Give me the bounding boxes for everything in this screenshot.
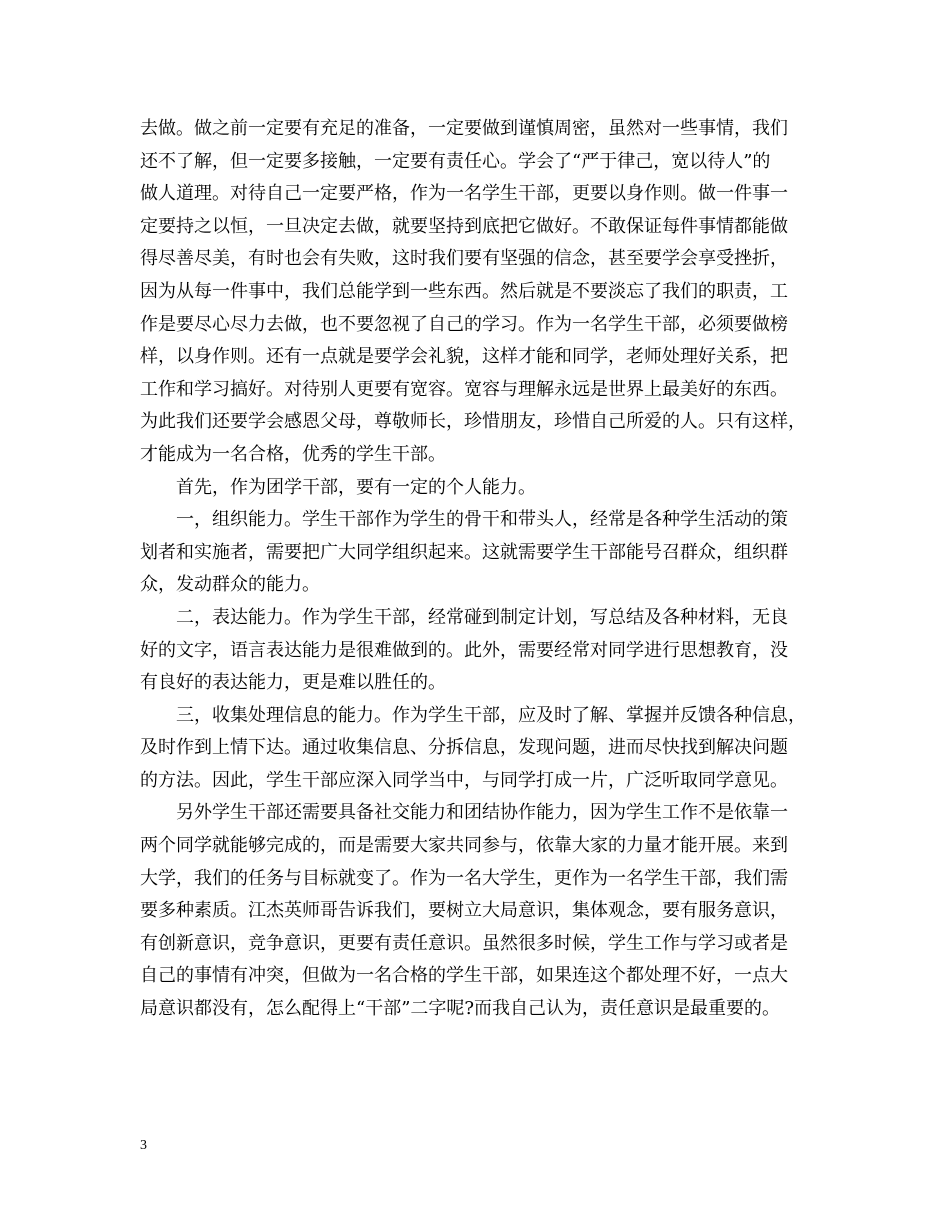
text-line: 大学，我们的任务与目标就变了。作为一名大学生，更作为一名学生干部，我们需 (140, 867, 788, 889)
text-line: 好的文字，语言表达能力是很难做到的。此外，需要经常对同学进行思想教育，没 (140, 639, 788, 661)
text-line: 才能成为一名合格，优秀的学生干部。 (140, 443, 446, 465)
text-line: 的方法。因此，学生干部应深入同学当中，与同学打成一片，广泛听取同学意见。 (140, 769, 788, 791)
text-line: 还不了解，但一定要多接触，一定要有责任心。学会了“严于律己，宽以待人”的 (140, 150, 771, 172)
text-line: 两个同学就能够完成的，而是需要大家共同参与，依靠大家的力量才能开展。来到 (140, 835, 788, 857)
text-line: 划者和实施者，需要把广大同学组织起来。这就需要学生干部能号召群众，组织群 (140, 541, 788, 563)
text-line: 为此我们还要学会感恩父母，尊敬师长，珍惜朋友，珍惜自己所爱的人。只有这样， (140, 411, 806, 433)
text-line: 自己的事情有冲突，但做为一名合格的学生干部，如果连这个都处理不好，一点大 (140, 965, 788, 987)
text-line: 得尽善尽美，有时也会有失败，这时我们要有坚强的信念，甚至要学会享受挫折， (140, 248, 788, 270)
text-line: 因为从每一件事中，我们总能学到一些东西。然后就是不要淡忘了我们的职责，工 (140, 280, 788, 302)
text-line: 有创新意识，竞争意识，更要有责任意识。虽然很多时候，学生工作与学习或者是 (140, 932, 788, 954)
text-line: 一，组织能力。学生干部作为学生的骨干和带头人，经常是各种学生活动的策 (140, 509, 788, 531)
text-line: 作是要尽心尽力去做，也不要忽视了自己的学习。作为一名学生干部，必须要做榜 (140, 313, 788, 335)
text-line: 样，以身作则。还有一点就是要学会礼貌，这样才能和同学，老师处理好关系，把 (140, 346, 788, 368)
text-line: 三，收集处理信息的能力。作为学生干部，应及时了解、掌握并反馈各种信息， (140, 704, 806, 726)
text-line: 二，表达能力。作为学生干部，经常碰到制定计划，写总结及各种材料，无良 (140, 606, 788, 628)
text-line: 去做。做之前一定要有充足的准备，一定要做到谨慎周密，虽然对一些事情，我们 (140, 118, 788, 139)
text-line: 有良好的表达能力，更是难以胜任的。 (140, 672, 446, 694)
text-line: 众，发动群众的能力。 (140, 574, 320, 596)
text-line: 要多种素质。江杰英师哥告诉我们，要树立大局意识，集体观念，要有服务意识， (140, 900, 788, 922)
text-line: 工作和学习搞好。对待别人更要有宽容。宽容与理解永远是世界上最美好的东西。 (140, 378, 788, 400)
text-line: 首先，作为团学干部，要有一定的个人能力。 (140, 476, 536, 498)
body-text (140, 113, 820, 1026)
text-line: 另外学生干部还需要具备社交能力和团结协作能力，因为学生工作不是依靠一 (140, 802, 788, 824)
text-line: 及时作到上情下达。通过收集信息、分拆信息，发现问题，进而尽快找到解决问题 (140, 737, 788, 759)
text-line: 定要持之以恒，一旦决定去做，就要坚持到底把它做好。不敢保证每件事情都能做 (140, 215, 788, 237)
page-number: 3 (140, 1138, 147, 1153)
text-line: 做人道理。对待自己一定要严格，作为一名学生干部，更要以身作则。做一件事一 (140, 183, 788, 205)
text-line: 局意识都没有，怎么配得上“干部”二字呢?而我自己认为，责任意识是最重要的。 (140, 998, 781, 1020)
